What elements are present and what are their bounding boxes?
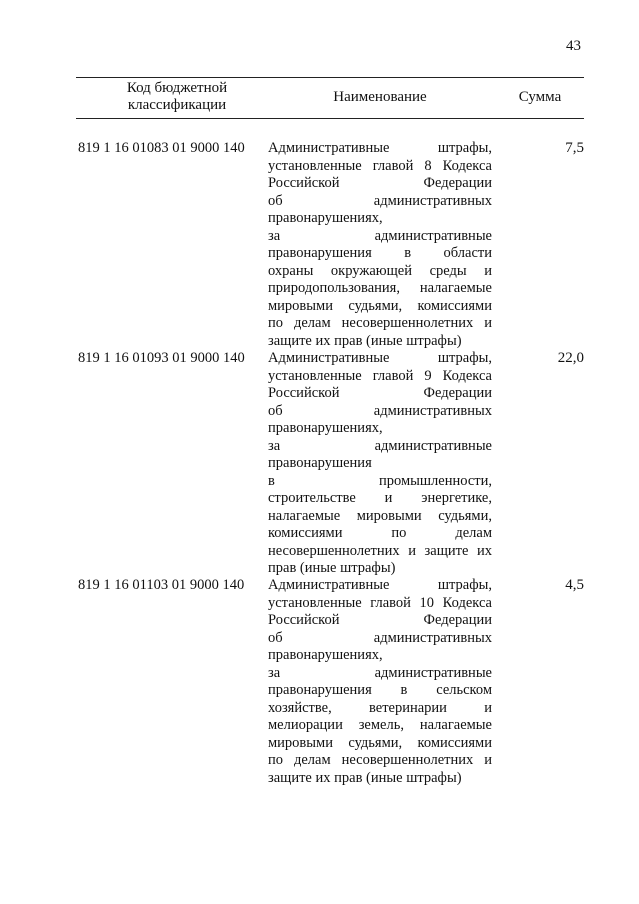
- row-name-line: в промышленности,: [268, 472, 492, 489]
- row-name-line: строительстве и энергетике,: [268, 490, 492, 506]
- row-name-line: несовершеннолетних и защите их: [268, 542, 492, 559]
- row-name-line: Российской Федерации: [268, 385, 492, 401]
- row-name-line: налагаемые мировыми судьями,: [268, 507, 492, 524]
- row-sum: 22,0: [557, 350, 584, 366]
- row-name-line: охраны окружающей среды и: [268, 262, 492, 279]
- row-name-line: об административных: [268, 402, 492, 419]
- row-name-line: по делам несовершеннолетних и: [268, 315, 492, 331]
- row-name-line: об административных: [268, 192, 492, 209]
- row-name-line: мелиорации земель, налагаемые: [268, 717, 492, 733]
- row-name-line: установленные главой 9 Кодекса: [268, 367, 492, 384]
- row-name-line: установленные главой 10 Кодекса: [268, 594, 492, 611]
- row-sum: 4,5: [565, 577, 584, 593]
- table-header-rule: [76, 118, 584, 119]
- header-code-line1: Код бюджетной: [126, 80, 228, 96]
- row-name-line: правонарушениях,: [268, 420, 383, 436]
- row-name-line: Российской Федерации: [268, 175, 492, 191]
- row-name-line: правонарушениях,: [268, 647, 383, 663]
- row-name-line: прав (иные штрафы): [268, 560, 396, 576]
- row-name-line: по делам несовершеннолетних и: [268, 752, 492, 768]
- row-name-line: Административные штрафы,: [268, 350, 492, 366]
- row-name-line: за административные: [268, 437, 492, 454]
- row-name-line: установленные главой 8 Кодекса: [268, 157, 492, 174]
- row-code: 819 1 16 01083 01 9000 140: [78, 140, 245, 156]
- row-name-line: правонарушения в сельском: [268, 682, 492, 698]
- row-name-line: природопользования, налагаемые: [268, 280, 492, 296]
- header-name: Наименование: [333, 89, 427, 105]
- row-name-line: за административные: [268, 227, 492, 244]
- row-name-line: правонарушения в области: [268, 245, 492, 261]
- header-sum: Сумма: [518, 89, 562, 105]
- row-name-line: комиссиями по делам: [268, 525, 492, 541]
- row-code: 819 1 16 01093 01 9000 140: [78, 350, 245, 366]
- row-name-line: Административные штрафы,: [268, 140, 492, 156]
- table-top-rule: [76, 77, 584, 78]
- row-name-line: мировыми судьями, комиссиями: [268, 297, 492, 314]
- row-name-line: за административные: [268, 664, 492, 681]
- row-name: [268, 577, 492, 787]
- row-name-line: Административные штрафы,: [268, 577, 492, 593]
- row-sum: 7,5: [565, 140, 584, 156]
- page-number: 43: [566, 38, 581, 54]
- row-name-line: правонарушениях,: [268, 210, 383, 226]
- row-name: [268, 350, 492, 578]
- header-code: [100, 80, 254, 114]
- header-code-line2: классификации: [127, 97, 227, 113]
- row-name-line: защите их прав (иные штрафы): [268, 332, 462, 349]
- row-name-line: защите их прав (иные штрафы): [268, 769, 462, 786]
- row-name-line: Российской Федерации: [268, 612, 492, 628]
- row-name-line: правонарушения: [268, 455, 372, 471]
- row-name-line: хозяйстве, ветеринарии и: [268, 699, 492, 716]
- row-code: 819 1 16 01103 01 9000 140: [78, 577, 245, 593]
- row-name-line: об административных: [268, 629, 492, 646]
- row-name-line: мировыми судьями, комиссиями: [268, 734, 492, 751]
- row-name: [268, 140, 492, 350]
